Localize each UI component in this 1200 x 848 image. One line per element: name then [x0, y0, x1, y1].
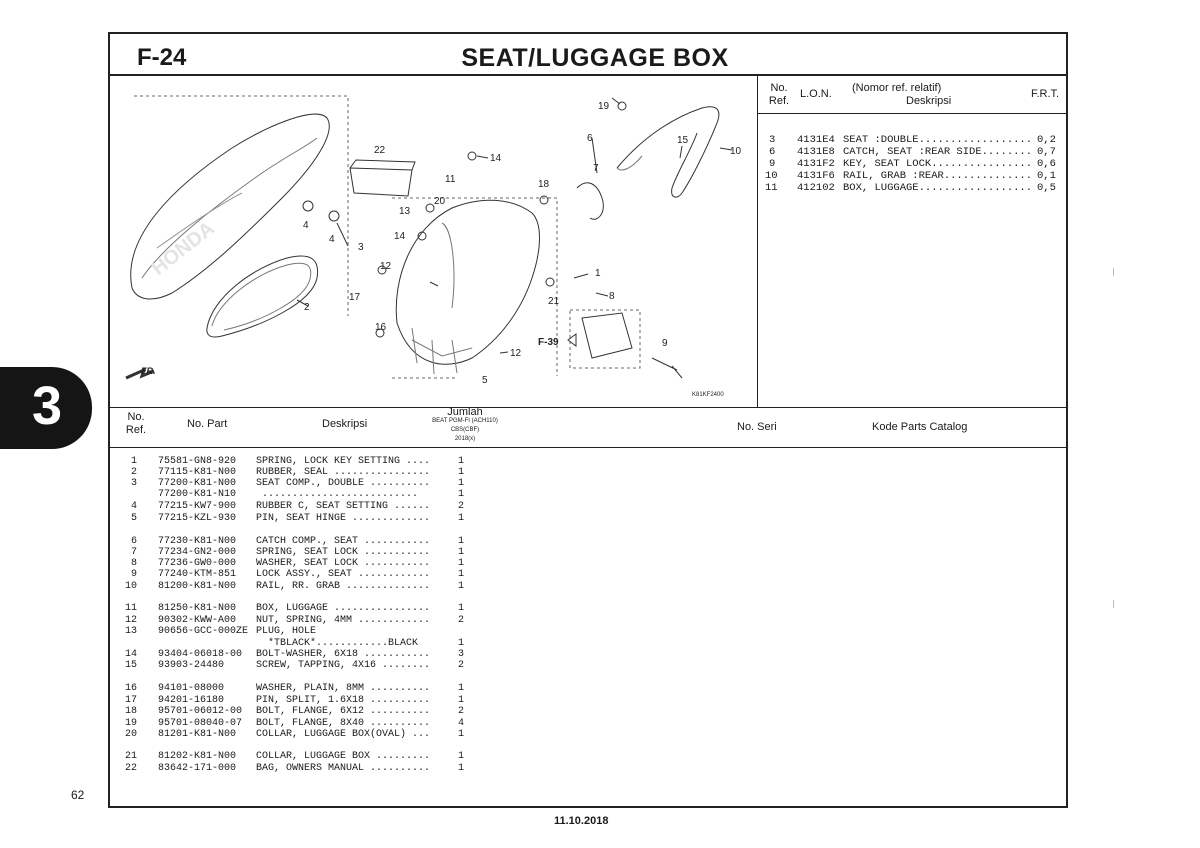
seat-lock-drawing: [582, 313, 632, 358]
lon-divider: [757, 76, 758, 407]
svg-text:18: 18: [538, 179, 550, 190]
svg-text:12: 12: [510, 348, 522, 359]
svg-text:13: 13: [399, 206, 411, 217]
lon-row: 9 4131F2 KEY, SEAT LOCK................ 0,6: [769, 158, 1056, 170]
lon-col-lon: L.O.N.: [800, 88, 832, 100]
svg-text:1: 1: [595, 268, 601, 279]
svg-text:K81KF2400: K81KF2400: [692, 392, 724, 398]
svg-text:22: 22: [374, 145, 386, 156]
svg-text:21: 21: [548, 296, 560, 307]
scan-mark: [1113, 600, 1114, 608]
lon-col-no: No.: [770, 82, 788, 94]
svg-text:FR.: FR.: [141, 366, 156, 376]
parts-col-part: No. Part: [187, 418, 228, 430]
lon-col-nomor: (Nomor ref. relatif): [852, 82, 942, 94]
svg-text:20: 20: [434, 196, 446, 207]
manual-bag-drawing: [350, 168, 412, 196]
svg-text:4: 4: [329, 234, 335, 245]
seal-drawing: [207, 256, 318, 337]
svg-text:10: 10: [730, 146, 742, 157]
jumlah-model: BEAT PGM-FI (ACH110): [432, 418, 498, 424]
figure-code: F-24: [137, 44, 187, 71]
jumlah-year: 2018(x): [454, 436, 476, 442]
svg-text:15: 15: [677, 135, 689, 146]
lon-row: 3 4131E4 SEAT :DOUBLE.................. 0,2: [769, 134, 1056, 146]
svg-text:14: 14: [490, 153, 502, 164]
diagram-rule: [108, 407, 1068, 408]
svg-text:9: 9: [662, 338, 668, 349]
svg-text:2: 2: [304, 302, 310, 313]
exploded-parts-diagram: [112, 78, 757, 406]
parts-col-ref: Ref.: [125, 424, 147, 436]
lon-row: 10 4131F6 RAIL, GRAB :REAR.............. 0,1: [765, 170, 1056, 182]
lon-col-deskripsi: Deskripsi: [906, 95, 952, 107]
title-rule: [108, 74, 1068, 76]
svg-text:F-39: F-39: [538, 337, 559, 348]
footer-date: 11.10.2018: [554, 815, 609, 827]
parts-col-no: No.: [127, 411, 145, 423]
parts-col-seri: No. Seri: [737, 421, 777, 433]
lon-col-ref: Ref.: [768, 95, 790, 107]
svg-text:16: 16: [375, 322, 387, 333]
lon-header-rule: [757, 113, 1068, 114]
parts-col-jumlah: Jumlah: [447, 406, 483, 418]
svg-text:8: 8: [609, 291, 615, 302]
svg-text:14: 14: [394, 231, 406, 242]
svg-text:HONDA: HONDA: [147, 217, 219, 280]
page-number: 62: [71, 788, 85, 802]
svg-text:6: 6: [587, 133, 593, 144]
scan-mark: [1113, 268, 1114, 276]
svg-text:7: 7: [593, 163, 599, 174]
svg-text:17: 17: [349, 292, 361, 303]
jumlah-variant: CBS(CBF): [450, 427, 480, 433]
section-tab: [0, 367, 92, 449]
parts-header-rule: [108, 447, 1068, 448]
parts-col-kode: Kode Parts Catalog: [872, 421, 968, 433]
svg-text:11: 11: [445, 174, 456, 185]
key-drawing: [652, 358, 682, 378]
svg-text:3: 3: [358, 242, 364, 253]
lon-row: 11 412102 BOX, LUGGAGE.................. 0,5: [765, 182, 1056, 194]
svg-text:5: 5: [482, 375, 488, 386]
lon-row: 6 4131E8 CATCH, SEAT :REAR SIDE........ 0,7: [769, 146, 1056, 158]
svg-text:19: 19: [598, 101, 610, 112]
parts-col-desc: Deskripsi: [322, 418, 368, 430]
grab-rail-drawing: [617, 107, 719, 197]
lon-col-frt: F.R.T.: [1031, 88, 1060, 100]
page-title: SEAT/LUGGAGE BOX: [461, 44, 729, 72]
svg-text:12: 12: [380, 261, 392, 272]
svg-text:4: 4: [303, 220, 309, 231]
seat-catch-drawing: [577, 183, 603, 220]
section-number: 3: [32, 376, 63, 436]
